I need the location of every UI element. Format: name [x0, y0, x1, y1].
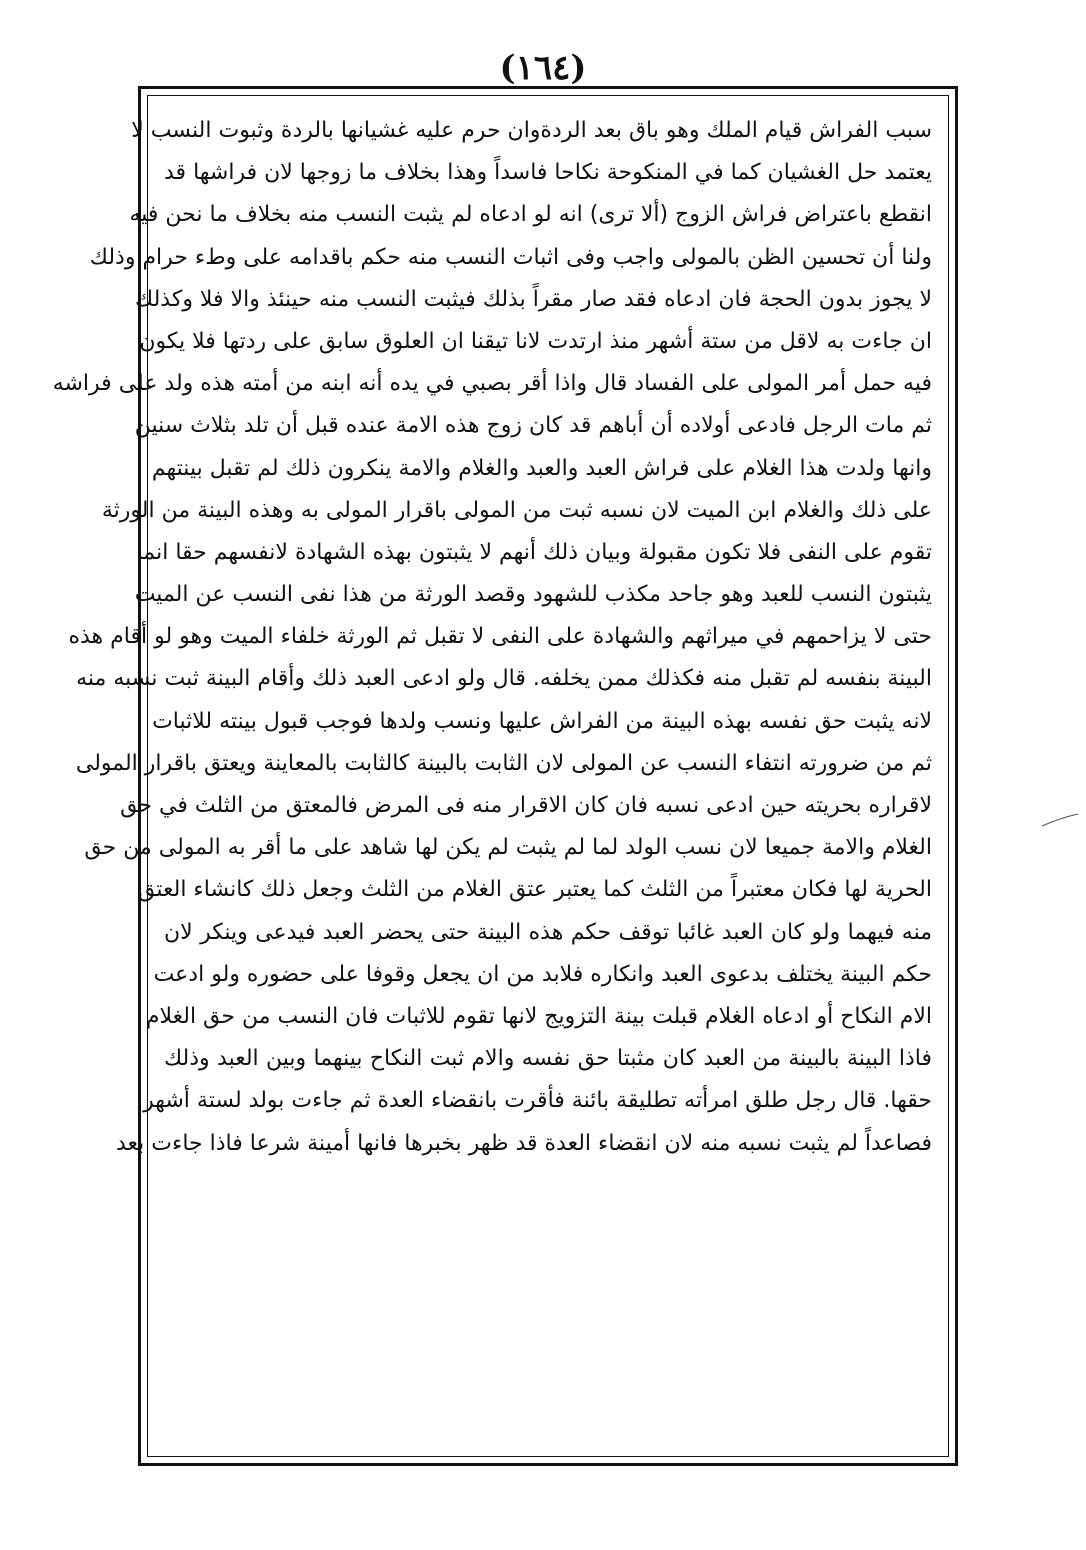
margin-pen-mark — [1040, 812, 1080, 830]
text-line: ان جاءت به لاقل من ستة أشهر منذ ارتدت لانا تيقنا ان العلوق سابق على ردتها فلا يكون — [139, 328, 932, 354]
text-line: البينة بنفسه لم تقبل منه فكذلك ممن يخلفه. قال ولو ادعى العبد ذلك وأقام البينة ثبت نسبه منه — [76, 666, 932, 692]
text-line: حقها. قال رجل طلق امرأته تطليقة بائنة فأقرت بانقضاء العدة ثم جاءت بولد لستة أشهر — [143, 1088, 932, 1114]
text-line: منه فيهما ولو كان العبد غائبا توقف حكم هذه البينة حتى يحضر العبد فيدعى وينكر لان — [164, 919, 932, 945]
page-number: (١٦٤) — [499, 48, 587, 88]
text-line: حكم البينة يختلف بدعوى العبد وانكاره فلابد من ان يجعل وقوفا على حضوره ولو ادعت — [153, 961, 932, 987]
text-line: لا يجوز بدون الحجة فان ادعاه فقد صار مقراً بذلك فيثبت النسب منه حينئذ والا فلا وكذلك — [135, 286, 932, 312]
text-line: فصاعداً لم يثبت نسبه منه لان انقضاء العدة قد ظهر بخبرها فانها أمينة شرعا فاذا جاءت بعد — [115, 1130, 932, 1156]
outer-page-border — [52, 86, 958, 1466]
text-line: ثم مات الرجل فادعى أولاده أن أباهم قد كان زوج هذه الامة عنده قبل أن تلد بثلاث سنين — [134, 413, 932, 439]
text-line: على ذلك والغلام ابن الميت لان نسبه ثبت من المولى باقرار المولى به وهذه البينة من الورثة — [101, 497, 932, 523]
text-line: ثم من ضرورته انتفاء النسب عن المولى لان الثابت بالبينة كالثابت بالمعاينة ويعتق باقرار المولى — [75, 750, 932, 776]
text-line: الغلام والامة جميعا لان نسب الولد لما لم يثبت لم يكن لها شاهد على ما أقر به المولى من حق — [84, 835, 932, 861]
text-line: يعتمد حل الغشيان كما في المنكوحة نكاحا فاسداً وهذا بخلاف ما زوجها لان فراشها قد — [164, 160, 932, 186]
text-line: فاذا البينة بالبينة من العبد كان مثبتا حق نفسه والام ثبت النكاح بينهما وبين العبد وذلك — [164, 1046, 932, 1072]
text-line: تقوم على النفى فلا تكون مقبولة وبيان ذلك أنهم لا يثبتون بهذه الشهادة لانفسهم حقا انما — [136, 539, 932, 565]
text-line: حتى لا يزاحمهم في ميراثهم والشهادة على النفى لا تقبل ثم الورثة خلفاء الميت وهو لو أقام هذه — [68, 624, 932, 650]
text-line: انقطع باعتراض فراش الزوج (ألا ترى) انه لو ادعاه لم يثبت النسب منه بخلاف ما نحن فيه — [129, 202, 932, 228]
text-line: يثبتون النسب للعبد وهو جاحد مكذب للشهود وقصد الورثة من هذا نفى النسب عن الميت — [134, 582, 932, 608]
text-line: ولنا أن تحسين الظن بالمولى واجب وفى اثبات النسب منه حكم باقدامه على وطء حرام وذلك — [89, 244, 932, 270]
text-line: الام النكاح أو ادعاه الغلام قبلت بينة التزويج لانها تقوم للاثبات فان النسب من حق الغلام — [145, 1003, 932, 1029]
inner-page-border — [52, 95, 949, 1457]
text-line: الحرية لها فكان معتبراً من الثلث كما يعتبر عتق الغلام من الثلث وجعل ذلك كانشاء العتق — [138, 877, 932, 903]
body-text — [52, 110, 932, 1165]
text-line: لاقراره بحريته حين ادعى نسبه فان كان الاقرار منه فى المرض فالمعتق من الثلث في حق — [120, 793, 932, 818]
text-line: لانه يثبت حق نفسه بهذه البينة من الفراش عليها ونسب ولدها فوجب قبول بينته للاثبات — [152, 708, 932, 734]
text-line: سبب الفراش قيام الملك وهو باق بعد الردةوان حرم عليه غشيانها بالردة وثبوت النسب لا — [131, 118, 932, 143]
text-line: فيه حمل أمر المولى على الفساد قال واذا أقر بصبي في يده أنه ابنه من أمته هذه ولد على فراشه — [52, 371, 932, 397]
text-line: وانها ولدت هذا الغلام على فراش العبد والعبد والغلام والامة ينكرون ذلك لم تقبل بينتهم — [151, 455, 932, 481]
